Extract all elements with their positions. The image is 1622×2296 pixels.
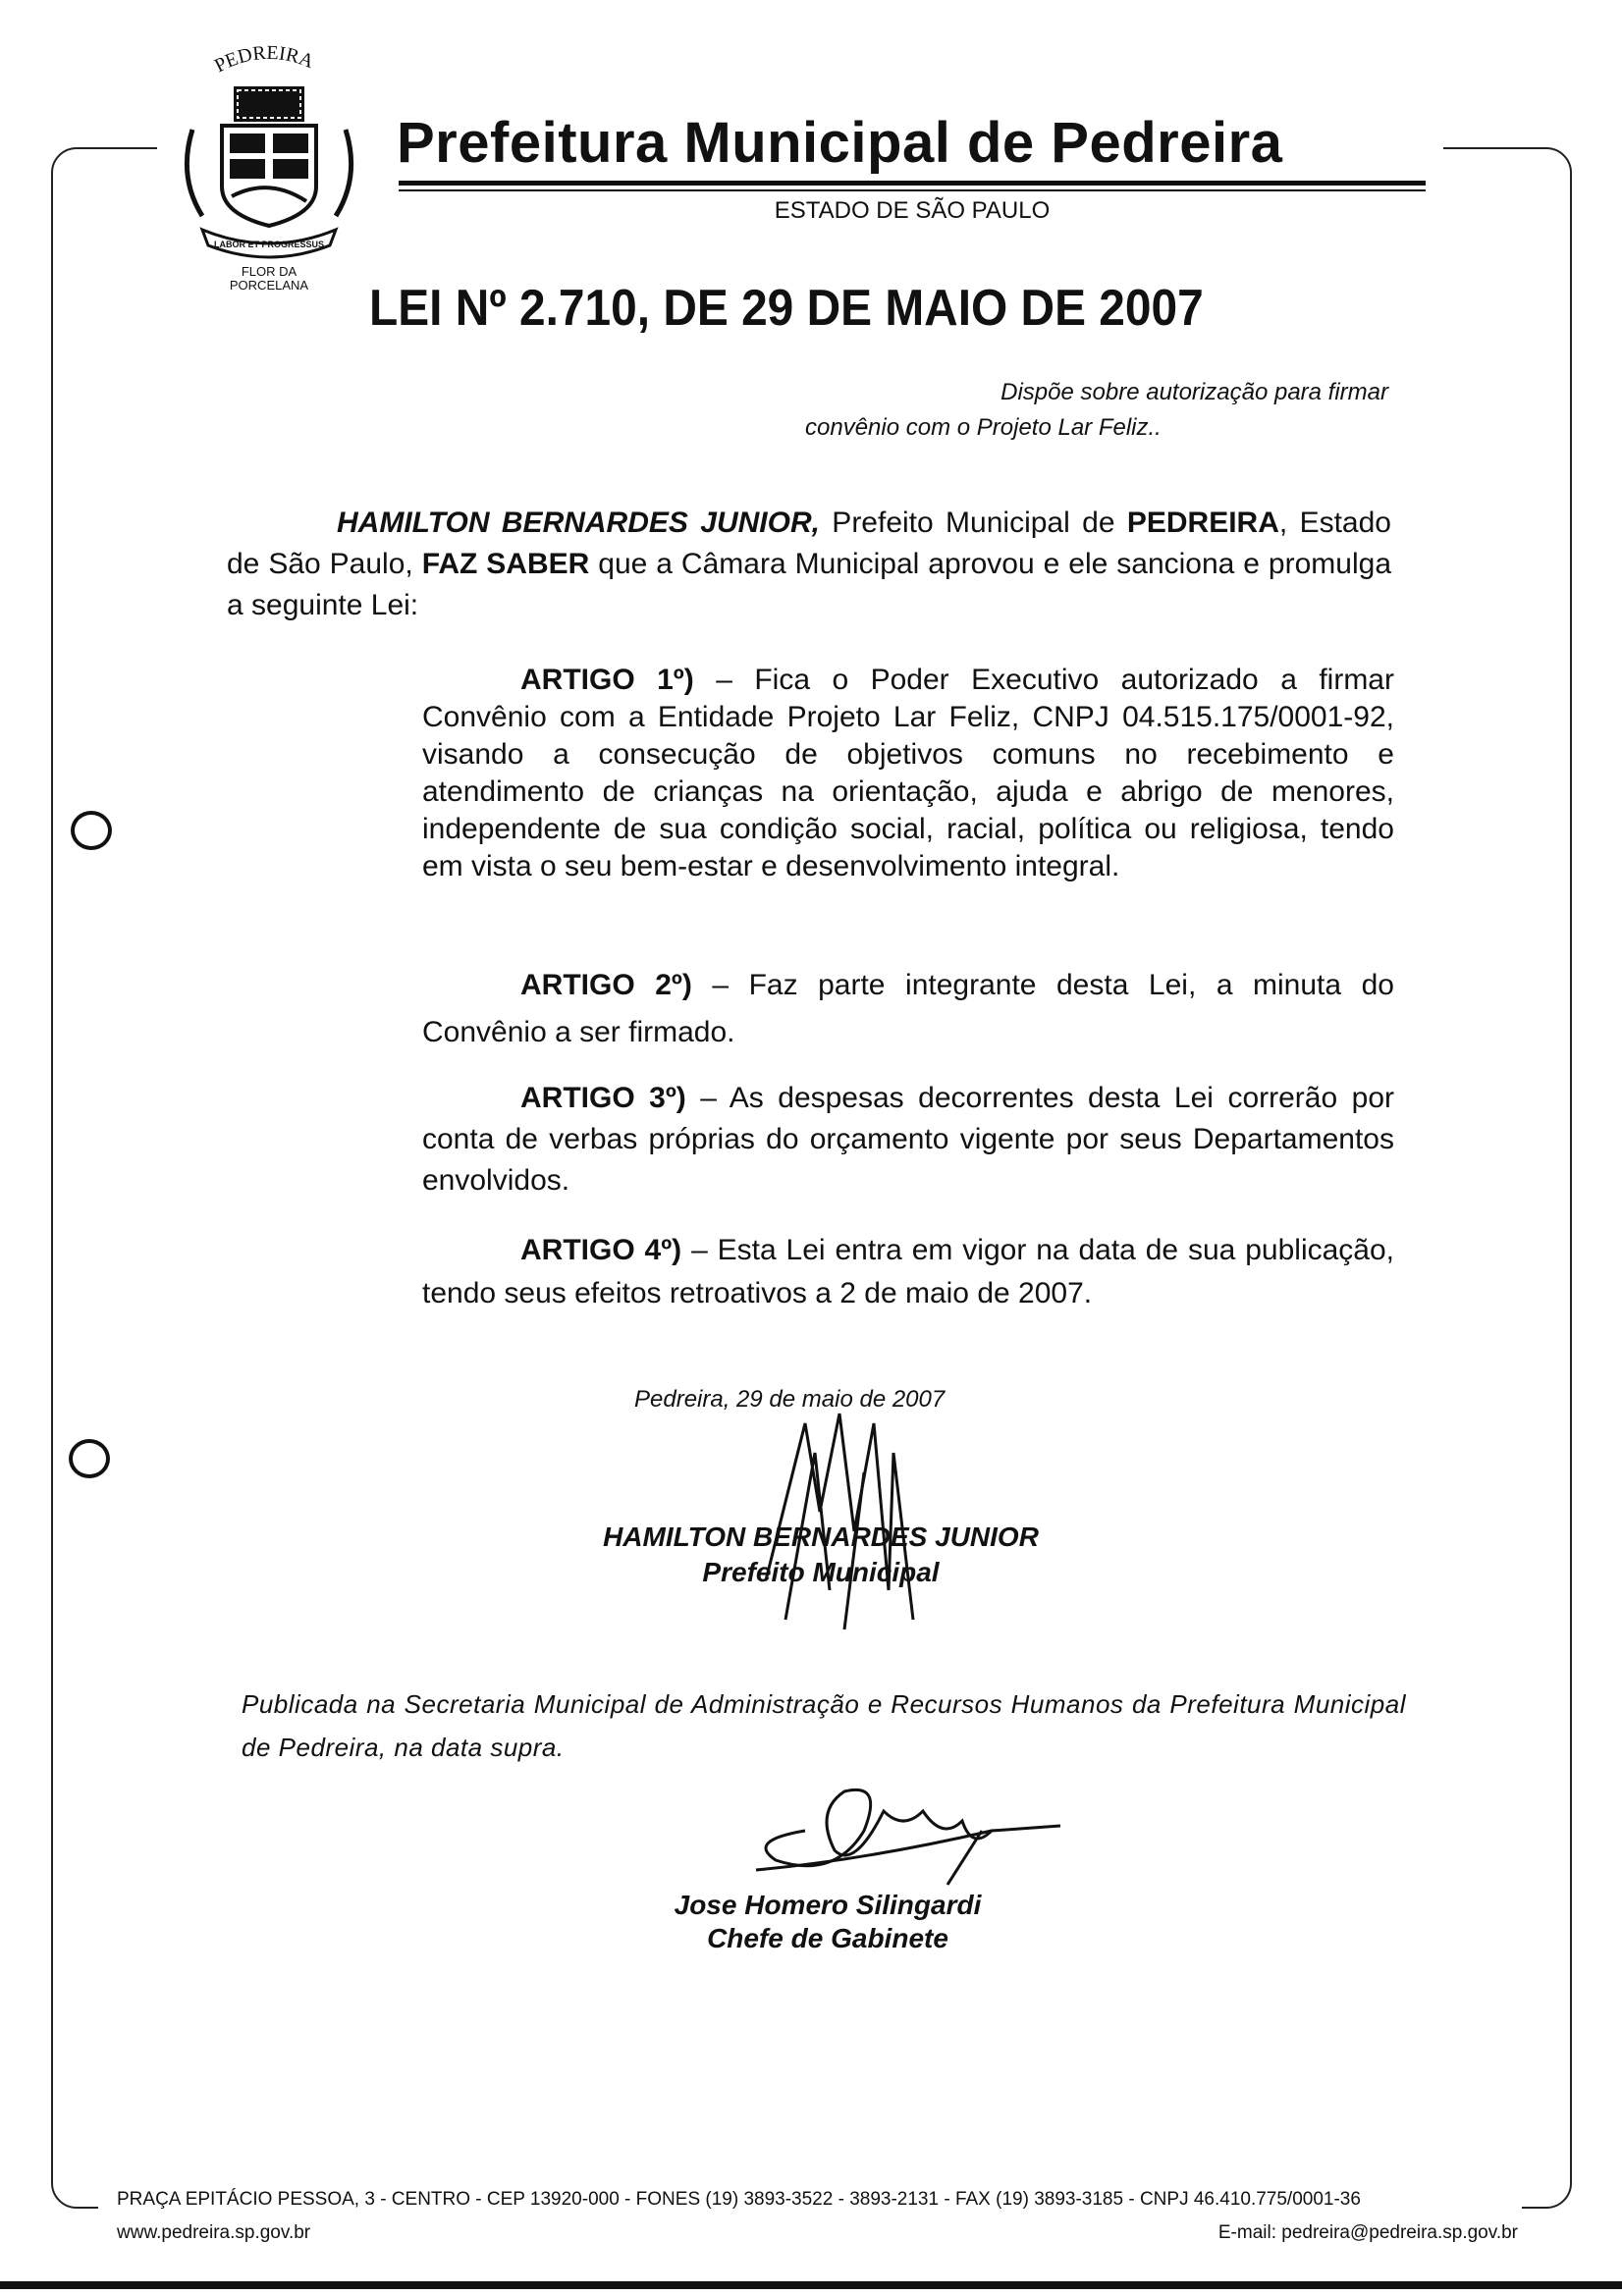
ementa-line: Dispõe sobre autorização para firmar [1000,379,1388,405]
punch-hole-mark [69,1439,110,1478]
header-rule [399,181,1426,186]
ementa-line: convênio com o Projeto Lar Feliz.. [805,414,1162,441]
punch-hole-mark [71,811,112,850]
mayor-role: Prefeito Municipal [702,1557,940,1587]
article-label: ARTIGO 2º) [520,969,692,1001]
logo-motto: LABOR ET PROGRESSUS [213,240,325,249]
article-3 [422,1078,1394,1201]
logo-subtitle: PORCELANA [229,278,309,293]
coat-of-arms-emblem [173,39,365,263]
law-title: LEI Nº 2.710, DE 29 DE MAIO DE 2007 [369,280,1204,337]
article-text: – Esta Lei entra em vigor na data de sua publicação, tendo seus efeitos retroativos a 2 de maio de 2007. [422,1234,1394,1309]
mayor-name-signature: HAMILTON BERNARDES JUNIOR [603,1522,1039,1552]
article-label: ARTIGO 3º) [520,1082,686,1114]
scan-edge-bar [0,2281,1622,2289]
ementa [795,375,1388,446]
article-1 [422,662,1394,885]
publication-note: Publicada na Secretaria Municipal de Administração e Recursos Humanos da Prefeitura Municipal de Pedreira, na data supra. [242,1689,1406,1762]
intro-paragraph [227,503,1391,626]
chief-role: Chefe de Gabinete [707,1923,948,1953]
intro-text: Prefeito Municipal de [819,507,1127,539]
institution-title: Prefeitura Municipal de Pedreira [397,111,1283,175]
intro-text: , Estado de São Paulo, [227,507,1391,580]
mayor-name: HAMILTON BERNARDES JUNIOR, [337,507,820,539]
chief-name: Jose Homero Silingardi [674,1890,982,1920]
header-rule [399,189,1426,191]
intro-text: que a Câmara Municipal aprovou e ele sanciona e promulga a seguinte Lei: [227,548,1392,621]
article-2 [422,962,1394,1056]
article-label: ARTIGO 1º) [520,664,694,696]
article-4 [422,1229,1394,1315]
footer-address: PRAÇA EPITÁCIO PESSOA, 3 - CENTRO - CEP 13920-000 - FONES (19) 3893-3522 - 3893-2131 - FAX (19) 3893-3185 - CNPJ 46.410.775/0001-36 [117,2189,1361,2210]
date-line: Pedreira, 29 de maio de 2007 [634,1386,946,1413]
faz-saber: FAZ SABER [421,548,590,580]
state-subtitle: ESTADO DE SÃO PAULO [774,197,1051,224]
logo-subtitle: FLOR DA [241,264,297,279]
city-name: PEDREIRA [1126,507,1279,539]
article-label: ARTIGO 4º) [520,1234,682,1266]
logo-top-text: PEDREIRA [211,41,317,78]
chief-signature [746,1772,1080,1888]
article-text: – Faz parte integrante desta Lei, a minuta do Convênio a ser firmado. [422,969,1394,1048]
coat-of-arms-logo [173,39,365,296]
article-text: – Fica o Poder Executivo autorizado a firmar Convênio com a Entidade Projeto Lar Feliz, CNPJ 04.515.175/0001-92, visando a consecução de objetivos comuns no recebimento e atendimento de crianças na orientação, ajuda e abrigo de menores, independente de sua condição social, racial, política ou religiosa, tendo em vista o seu bem-estar e desenvolvimento integral. [422,664,1394,882]
footer-website[interactable]: www.pedreira.sp.gov.br [117,2222,311,2243]
footer-email[interactable]: E-mail: pedreira@pedreira.sp.gov.br [1217,2222,1518,2243]
mayor-signature [746,1394,943,1639]
article-text: – As despesas decorrentes desta Lei correrão por conta de verbas próprias do orçamento vigente por seus Departamentos envolvidos. [422,1082,1394,1197]
